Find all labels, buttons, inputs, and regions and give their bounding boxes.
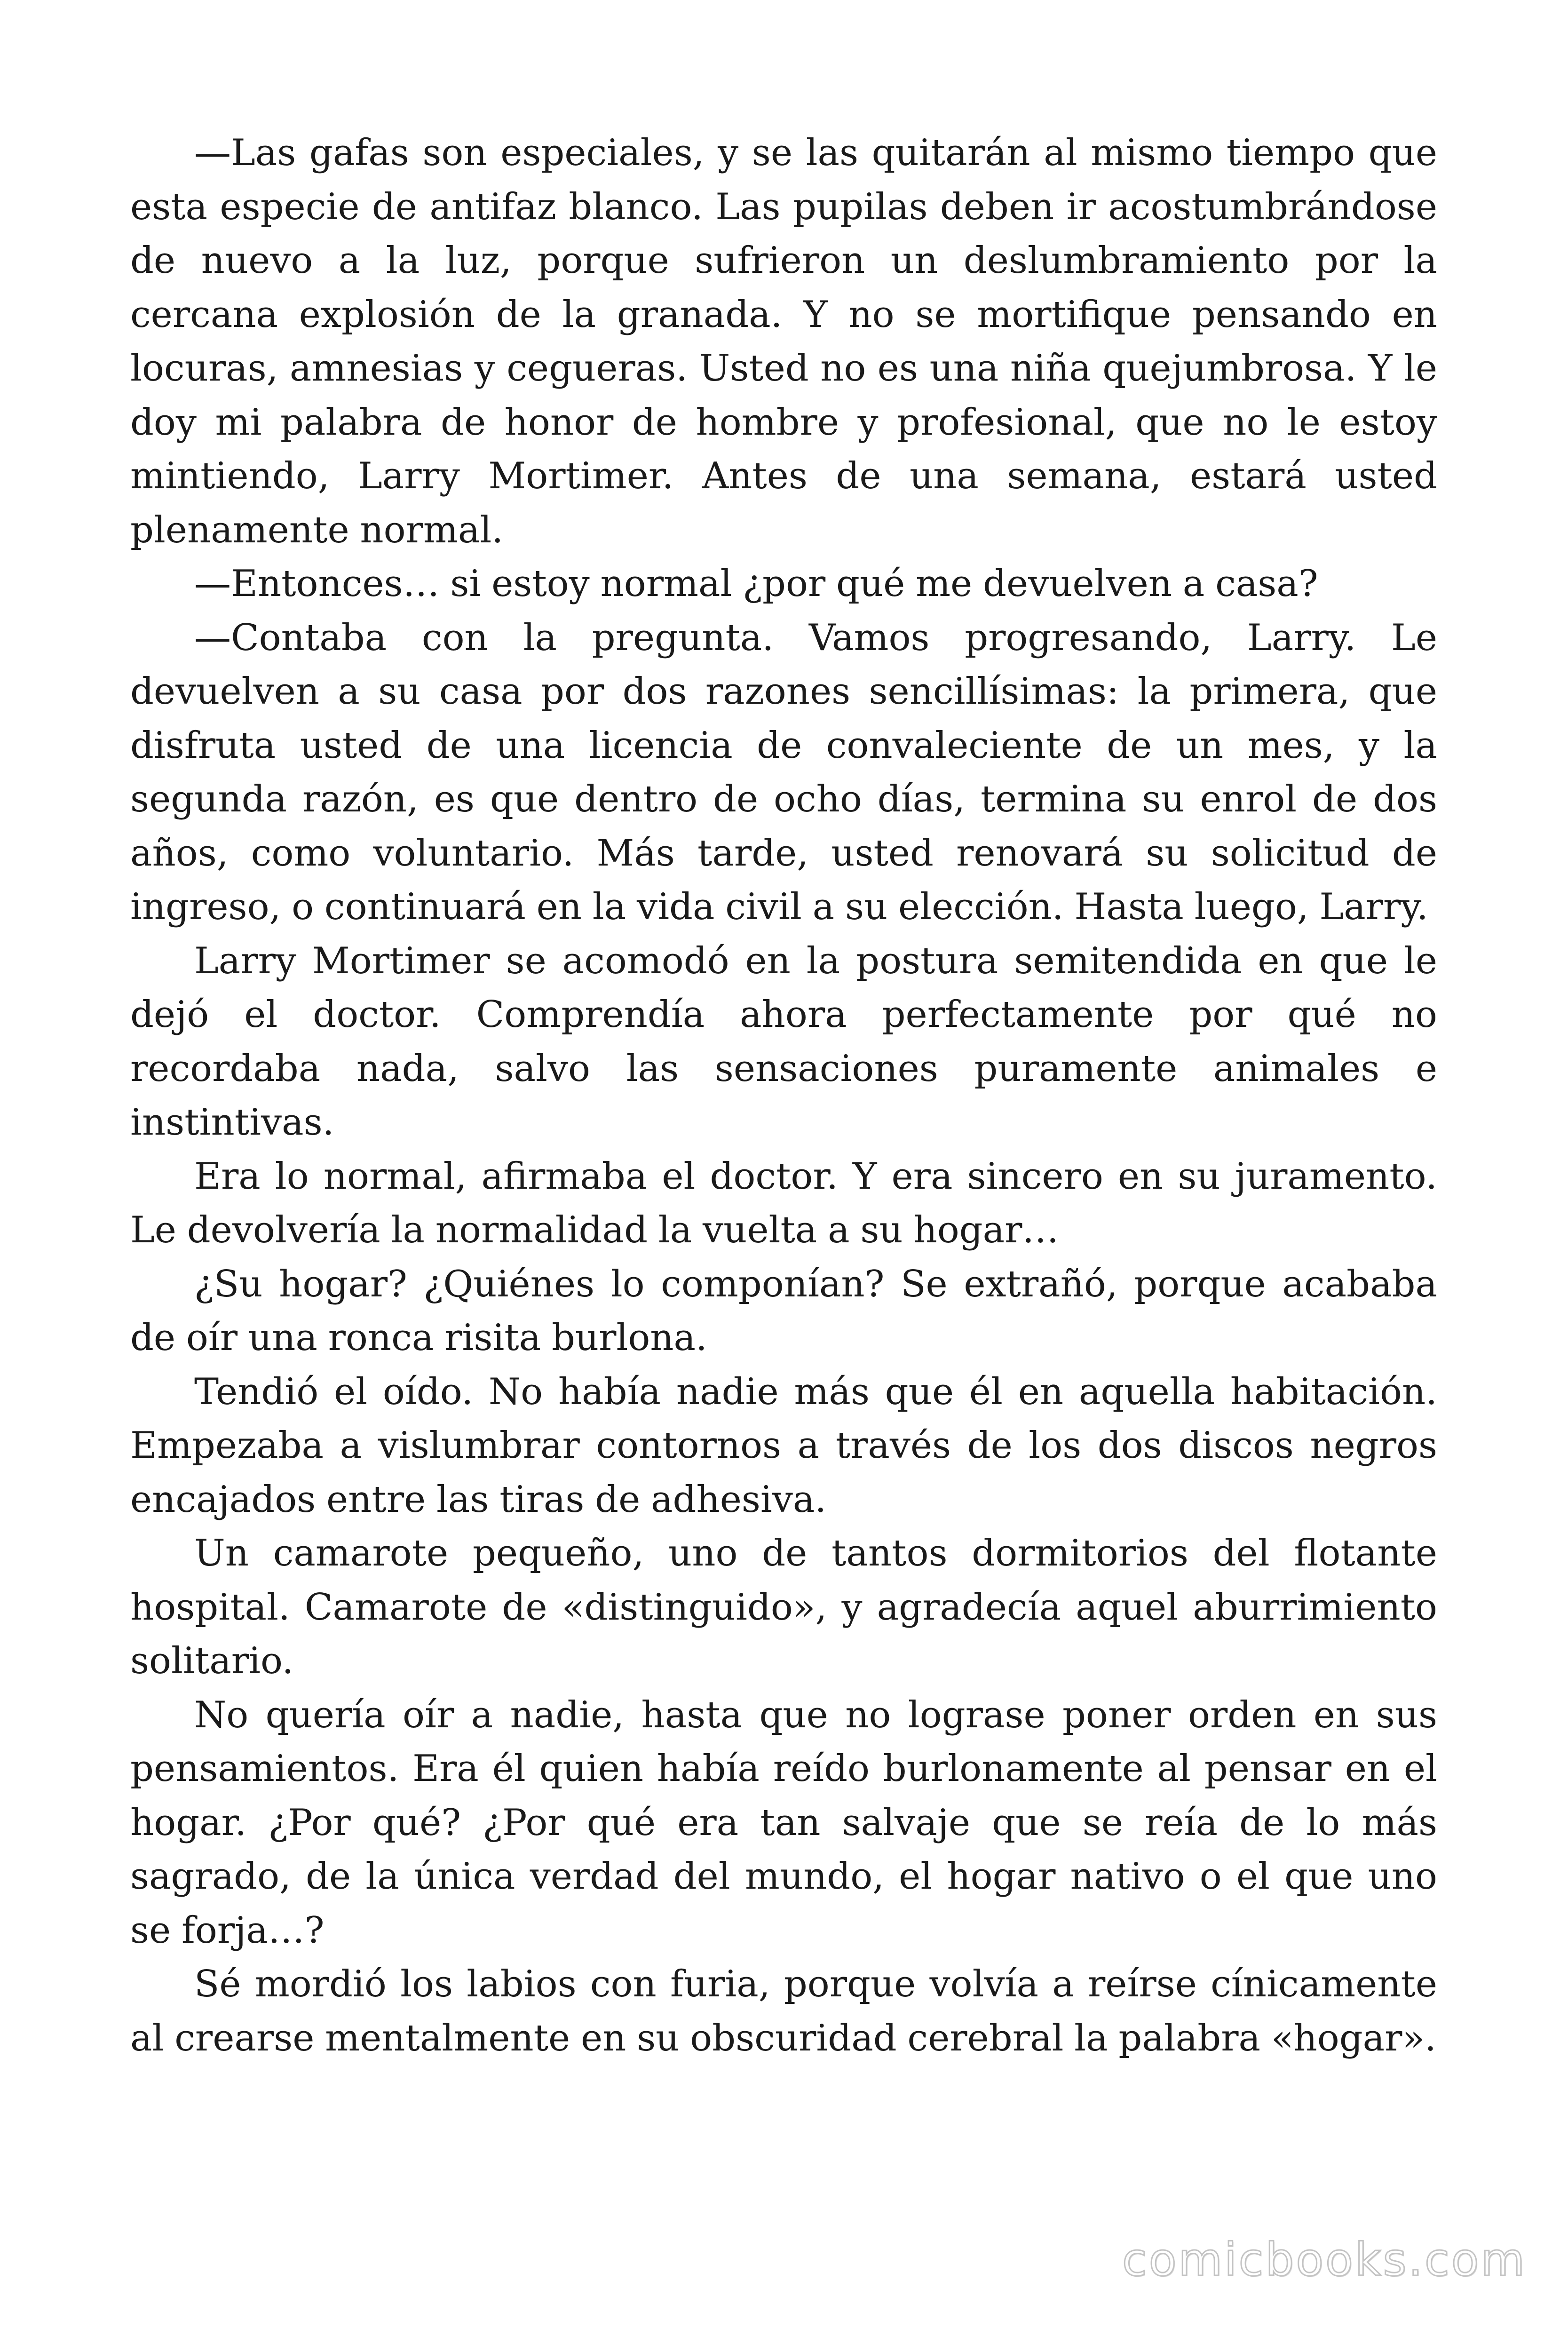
paragraph-10: Sé mordió los labios con furia, porque volvía a reírse cínicamente al crearse mentalmente en su obscuridad cerebral la palabra «hogar». <box>130 1963 1437 2059</box>
page-body <box>130 126 1437 2243</box>
paragraph-1: —Las gafas son especiales, y se las quitarán al mismo tiempo que esta especie de antifaz blanco. Las pupilas deben ir acostumbrándose de nuevo a la luz, porque sufrieron un deslumbramiento por la cercana explosión de la granada. Y no se mortifique pensando en locuras, amnesias y cegueras. Usted no es una niña quejumbrosa. Y le doy mi palabra de honor de hombre y profesional, que no le estoy mintiendo, Larry Mortimer. Antes de una semana, estará usted plenamente normal. <box>130 132 1437 551</box>
paragraph-6: ¿Su hogar? ¿Quiénes lo componían? Se extrañó, porque acababa de oír una ronca risita burlona. <box>130 1263 1437 1359</box>
paragraph-5: Era lo normal, afirmaba el doctor. Y era sincero en su juramento. Le devolvería la normalidad la vuelta a su hogar… <box>130 1155 1437 1251</box>
paragraph-8: Un camarote pequeño, uno de tantos dormitorios del flotante hospital. Camarote de «distinguido», y agradecía aquel aburrimiento solitario. <box>130 1532 1437 1682</box>
watermark: comicbooks.com <box>1122 2233 1527 2286</box>
paragraph-9: No quería oír a nadie, hasta que no lograse poner orden en sus pensamientos. Era él quien había reído burlonamente al pensar en el hogar. ¿Por qué? ¿Por qué era tan salvaje que se reía de lo más sagrado, de la única verdad del mundo, el hogar nativo o el que uno se forja…? <box>130 1693 1437 1952</box>
paragraph-7: Tendió el oído. No había nadie más que él en aquella habitación. Empezaba a vislumbrar contornos a través de los dos discos negros encajados entre las tiras de adhesiva. <box>130 1370 1437 1521</box>
paragraph-2: —Entonces… si estoy normal ¿por qué me devuelven a casa? <box>194 563 1318 605</box>
paragraph-4: Larry Mortimer se acomodó en la postura semitendida en que le dejó el doctor. Comprendía ahora perfectamente por qué no recordaba nada, salvo las sensaciones puramente animales e instintivas. <box>130 939 1437 1144</box>
paragraph-3: —Contaba con la pregunta. Vamos progresando, Larry. Le devuelven a su casa por dos razones sencillísimas: la primera, que disfruta usted de una licencia de convaleciente de un mes, y la segunda razón, es que dentro de ocho días, termina su enrol de dos años, como voluntario. Más tarde, usted renovará su solicitud de ingreso, o continuará en la vida civil a su elección. Hasta luego, Larry. <box>130 616 1437 928</box>
